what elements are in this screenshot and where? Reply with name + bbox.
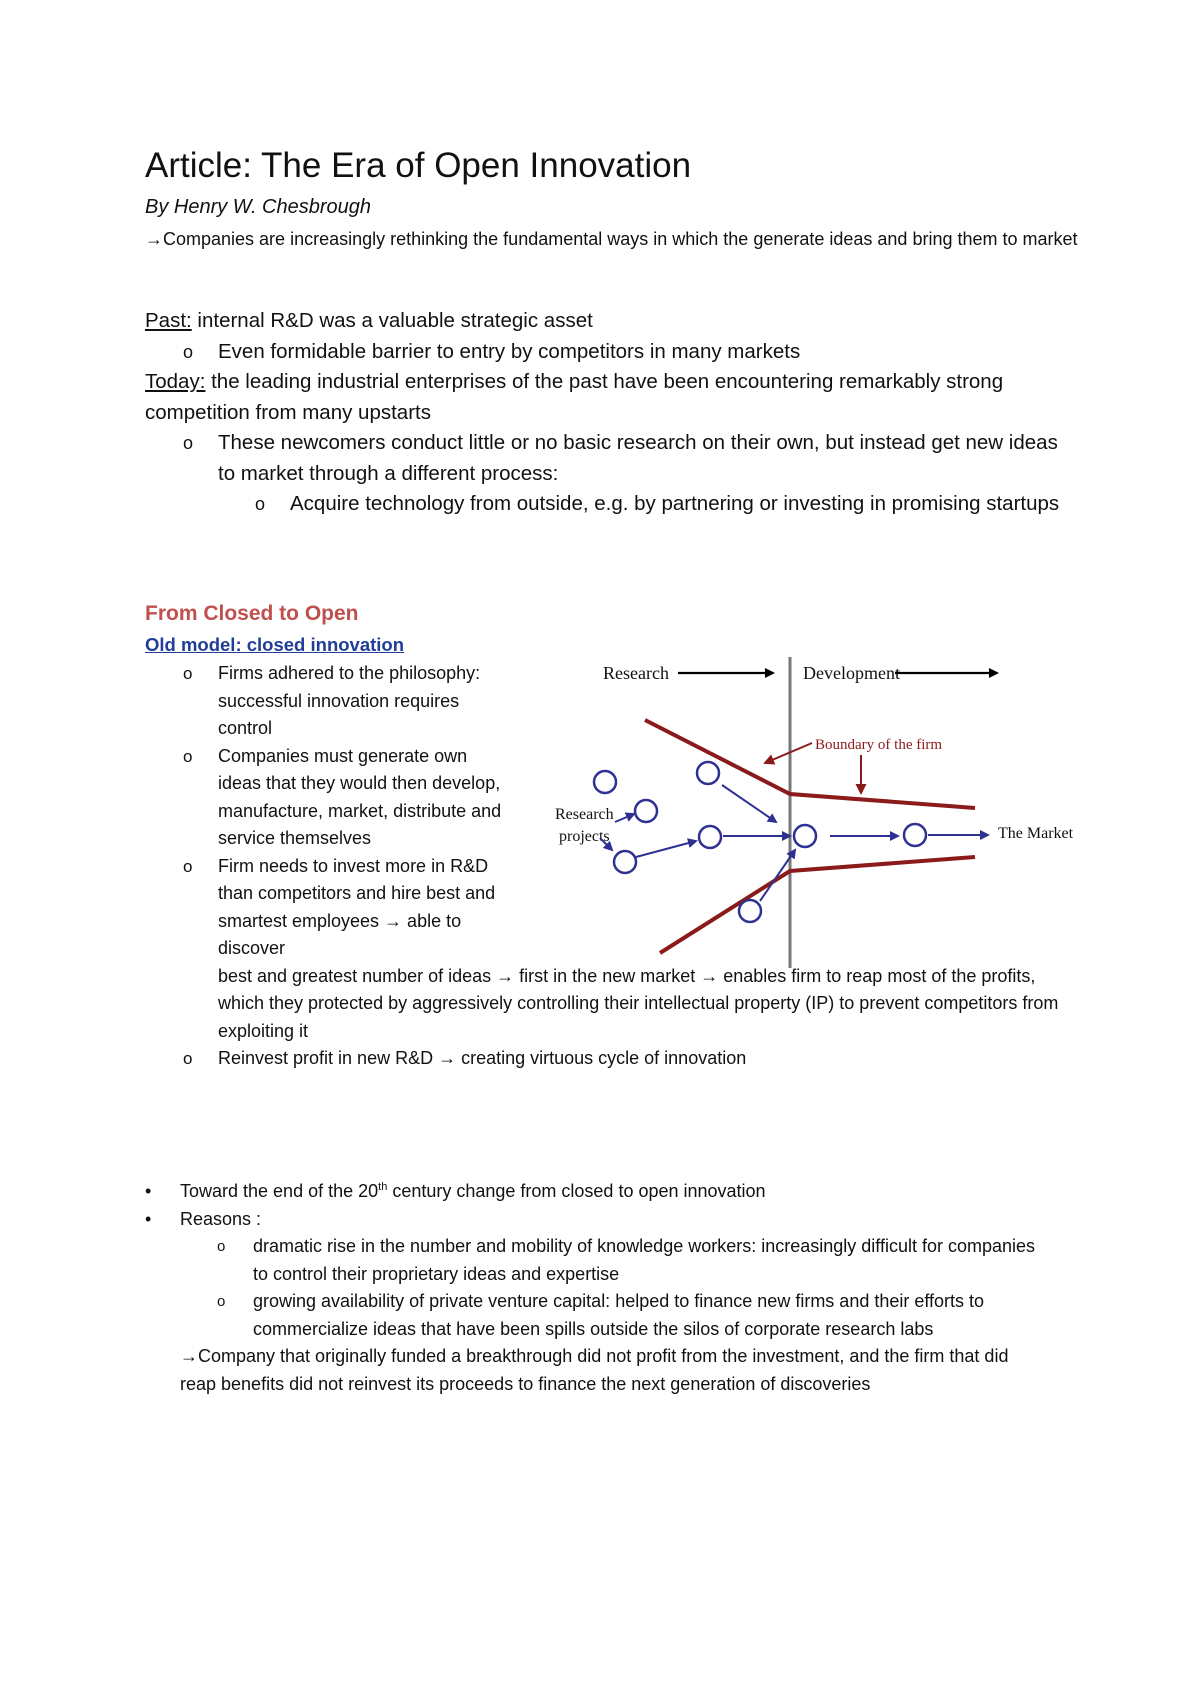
research-label: Research — [603, 663, 669, 683]
bullet-o: o — [217, 1293, 226, 1310]
list-item: • Toward the end of the 20th century change from closed to open innovation — [145, 1178, 1075, 1206]
flow-arrow — [615, 814, 634, 822]
bullet-o: o — [183, 1049, 193, 1068]
list-item: o Firms adhered to the philosophy: successful innovation requires control — [145, 660, 1075, 743]
bullet-o: o — [183, 433, 194, 453]
bullet-o: o — [183, 856, 193, 876]
project-flow-arrows — [600, 785, 988, 901]
flow-arrow — [636, 841, 696, 857]
today-subsub-item — [145, 489, 1075, 520]
past-line — [145, 306, 1075, 337]
today-subsub-text: Acquire technology from outside, e.g. by partnering or investing in promising startups — [290, 492, 1060, 515]
list-item: o Firm needs to invest more in R&D than competitors and hire best and smartest employees → able to discover best and greatest number of ideas → first in the new market → enables firm to reap most of the profits, which they protected by aggressively controlling their intellectual property (IP) to prevent competitors from exploiting it — [145, 853, 1075, 1046]
list-item-continuation: best and greatest number of ideas → first in the new market → enables firm to reap most of the profits, which they protected by aggressively controlling their intellectual property (IP) to prevent competitors from exploiting it — [218, 965, 1059, 1041]
intro-paragraph — [145, 226, 1085, 253]
boundary-label: Boundary of the firm — [815, 737, 943, 753]
bullet-o: o — [183, 664, 193, 683]
today-sub-item — [145, 428, 1075, 489]
bullet-o: o — [183, 341, 194, 362]
project-circle — [594, 771, 616, 793]
past-text: internal R&D was a valuable strategic asset — [191, 309, 593, 332]
project-circle — [904, 824, 926, 846]
project-circle — [699, 826, 721, 848]
development-label: Development — [803, 663, 900, 683]
today-text: the leading industrial enterprises of the past have been encountering remarkably strong competition from many upstarts — [145, 370, 1004, 424]
reason-item: o dramatic rise in the number and mobility of knowledge workers: increasingly difficult for companies to control their proprietary ideas and expertise — [145, 1233, 1075, 1288]
bottom-section — [145, 1178, 1075, 1398]
today-sub-text: These newcomers conduct little or no basic research on their own, but instead get new ideas to market through a different process: — [218, 431, 1058, 485]
bullet-o: o — [217, 1238, 226, 1255]
today-label: Today: — [145, 370, 206, 393]
list-item: o Companies must generate own ideas that they would then develop, manufacture, market, distribute and service themselves — [145, 743, 1075, 853]
project-circle — [635, 800, 657, 822]
conclusion: →Company that originally funded a breakthrough did not profit from the investment, and the firm that did reap benefits did not reinvest its proceeds to finance the next generation of discoveries — [180, 1346, 1009, 1394]
project-circle — [614, 851, 636, 873]
intro-text: Companies are increasingly rethinking the fundamental ways in which the generate ideas and bring them to market — [163, 229, 1078, 249]
bullet-o: o — [255, 494, 266, 514]
bullet-dot: • — [145, 1208, 152, 1229]
past-today-section — [145, 306, 1075, 520]
arrow-glyph: → — [145, 229, 163, 249]
today-line — [145, 367, 1075, 428]
byline: By Henry W. Chesbrough — [145, 196, 372, 218]
market-label: The Market — [998, 825, 1074, 842]
bullet-dot: • — [145, 1181, 152, 1201]
section-heading: From Closed to Open — [145, 602, 359, 625]
past-label: Past: — [145, 309, 192, 332]
research-projects-label: projects — [559, 828, 610, 845]
bullet-o: o — [183, 746, 193, 766]
project-circle — [739, 900, 761, 922]
research-projects — [594, 762, 926, 922]
list-item: o Reinvest profit in new R&D → creating virtuous cycle of innovation — [145, 1045, 1075, 1073]
project-circle — [697, 762, 719, 784]
closed-innovation-diagram — [510, 652, 1090, 970]
reason-item: o growing availability of private venture capital: helped to finance new firms and their efforts to commercialize ideas that have been spills outside the silos of corporate research labs — [145, 1288, 1075, 1343]
section-subheading: Old model: closed innovation — [145, 634, 405, 655]
article-title: Article: The Era of Open Innovation — [145, 146, 692, 185]
research-projects-label: Research — [555, 806, 614, 823]
list-item: • Reasons : — [145, 1206, 1075, 1234]
past-sub-text: Even formidable barrier to entry by competitors in many markets — [218, 339, 801, 363]
flow-arrow — [722, 785, 776, 822]
past-sub-item — [145, 337, 1075, 368]
boundary-upper — [645, 720, 975, 808]
boundary-lower — [660, 857, 975, 953]
project-circle — [794, 825, 816, 847]
